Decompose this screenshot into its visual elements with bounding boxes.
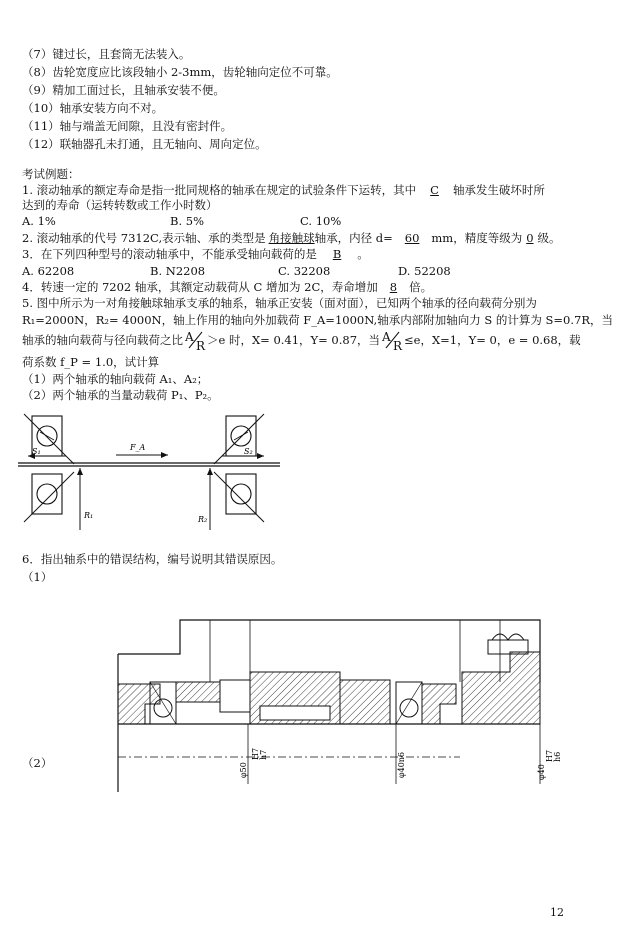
list-item-11: （11）轴与端盖无间隙，且没有密封件。 [22,119,233,133]
s2-label: S₂ [244,447,253,456]
list-item-8: （8）齿轮宽度应比该段轴小 2-3mm，齿轮轴向定位不可靠。 [22,65,338,79]
q1-line2: 达到的寿命（运转转数或工作小时数） [22,198,218,212]
q5-line3-a: 轴承的轴向载荷与径向载荷之比 [22,333,183,347]
q1-text-a: 1. 滚动轴承的额定寿命是指一批同规格的轴承在规定的试验条件下运转，其中 [22,183,417,197]
q4-answer: 8 [389,280,398,294]
q5-line3 [22,330,581,353]
q6-title: 6．指出轴系中的错误结构，编号说明其错误原因。 [22,552,283,566]
q3-text-b: 。 [357,247,369,261]
q5-line3-b: ＞e 时，X= 0.41，Y= 0.87，当 [207,333,381,347]
q4-text-b: 倍。 [409,280,433,294]
q2-text-b: 轴承，内径 d= [314,231,393,245]
q1-text-b: 轴承发生破坏时所 [452,183,545,197]
shaft-assembly-figure [100,612,570,792]
r2-label: R₂ [198,515,208,524]
ratio-fraction: A R [185,330,206,353]
q2-answer-type: 角接触球 [268,231,315,245]
dim-h7-1: H7 [251,747,260,760]
list-item-9: （9）精加工面过长，且轴承安装不便。 [22,83,225,97]
dim-h6: h6 [553,751,562,762]
list-item-10: （10）轴承安装方向不对。 [22,101,164,115]
q2-text-d: 级。 [537,231,561,245]
q3-text-a: 3．在下列四种型号的滚动轴承中，不能承受轴向载荷的是 [22,247,317,261]
bearing-right-bottom [214,472,264,522]
q3-answer: B [332,247,342,261]
q5-line3-c: ≤e，X=1，Y= 0，e = 0.68，载 [404,333,581,347]
q6-part2: （2） [22,756,53,770]
q4-text-a: 4．转速一定的 7202 轴承，其额定动载荷从 C 增加为 2C，寿命增加 [22,280,378,294]
q5-sub1: （1）两个轴承的轴向载荷 A₁、A₂； [22,372,209,386]
q1-option-c: C. 10% [300,214,342,228]
dim-h7-2: h7 [259,749,268,760]
q3-line [22,247,369,261]
q2-text-c: mm，精度等级为 [431,231,523,245]
s1-label: S₁ [32,447,41,456]
q5-line1: 5. 图中所示为一对角接触球轴承支承的轴系，轴承正安装（面对面），已知两个轴承的径向载荷分别为 [22,296,537,310]
q1-answer: C [430,183,439,197]
q5-line2: R₁=2000N，R₂= 4000N，轴上作用的轴向外加载荷 F_A=1000N,轴承内部附加轴向力 S 的计算为 S=0.7R，当 [22,313,613,327]
q3-option-b: B. N2208 [150,264,206,278]
dim-h7-3: H7 [545,749,554,762]
dim-phi40: φ40 [537,764,546,780]
q6-part1: （1） [22,570,53,584]
q5-sub2: （2）两个轴承的当量动载荷 P₁、P₂。 [22,388,219,402]
q2-text-a: 2. 滚动轴承的代号 7312C,表示轴、承的类型是 [22,231,266,245]
q5-line4: 荷系数 f_P = 1.0，试计算 [22,355,160,369]
q1-option-a: A. 1% [22,214,56,228]
q3-option-a: A. 62208 [22,264,75,278]
dim-phi40n6: φ40n6 [397,751,406,778]
bearing-system-figure [18,408,280,543]
r1-label: R₁ [84,511,94,520]
q1-option-b: B. 5% [170,214,205,228]
q3-option-c: C. 32208 [278,264,331,278]
q3-option-d: D. 52208 [398,264,451,278]
q2-line [22,231,561,245]
dim-phi50: φ50 [239,762,248,778]
fa-label: F_A [130,443,146,452]
q4-line [22,280,432,294]
exam-heading: 考试例题： [22,167,80,181]
ratio-fraction-2: A R [382,330,403,353]
list-item-12: （12）联轴器孔未打通，且无轴向、周向定位。 [22,137,267,151]
list-item-7: （7）键过长，且套筒无法装入。 [22,47,191,61]
q2-answer-diameter: 60 [404,231,420,245]
page-number: 12 [550,906,564,919]
q1-line1 [22,183,545,197]
bearing-left-bottom [24,472,74,522]
q2-answer-grade: 0 [526,231,534,245]
